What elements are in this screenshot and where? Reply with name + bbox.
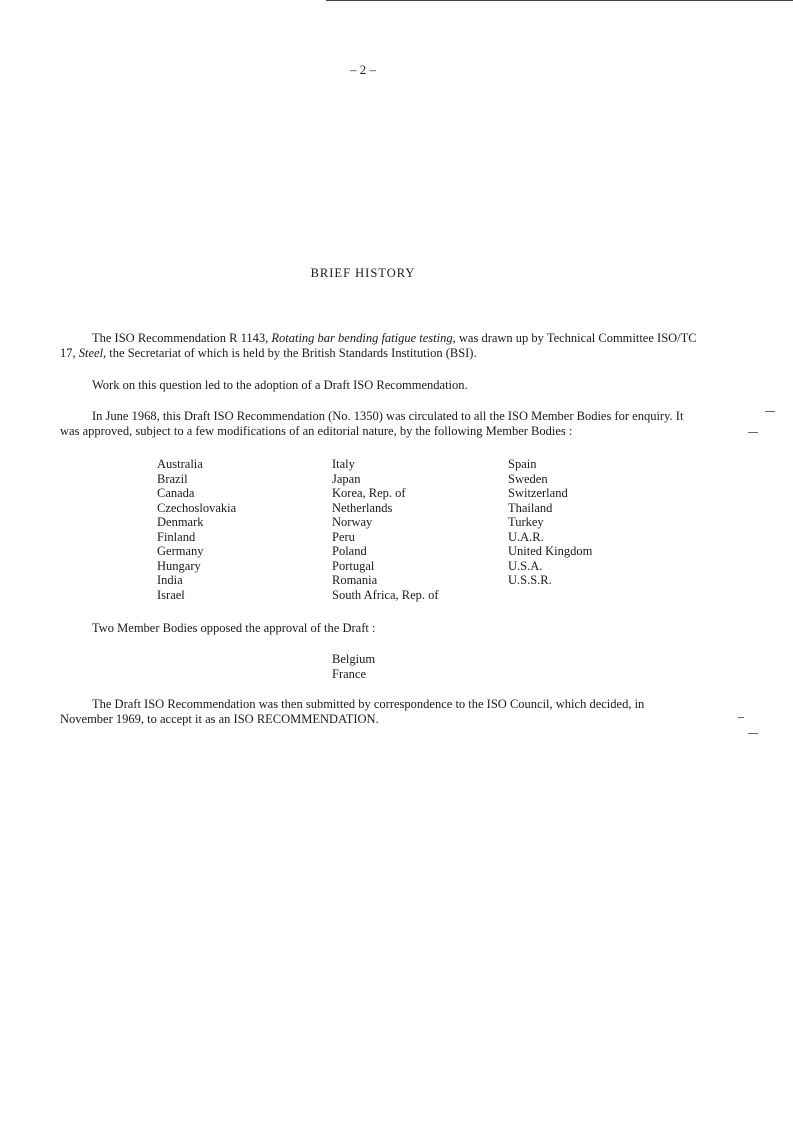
member-body: Czechoslovakia <box>157 500 237 515</box>
member-body: Poland <box>332 544 367 558</box>
opposing-member: France <box>332 666 367 681</box>
member-body: Australia <box>157 457 203 471</box>
member-body: Germany <box>157 544 204 558</box>
member-body: Denmark <box>157 515 204 529</box>
members-column-2 <box>332 457 439 602</box>
margin-mark <box>738 717 744 718</box>
members-column-3 <box>508 457 592 588</box>
member-body: Switzerland <box>508 486 568 500</box>
member-body: India <box>157 573 183 587</box>
member-body: Sweden <box>508 471 548 486</box>
member-body: Peru <box>332 529 355 544</box>
member-body: Spain <box>508 457 537 471</box>
work-text: Work on this question led to the adoption of a Draft ISO Recommendation. <box>92 378 468 392</box>
final-paragraph <box>60 697 700 727</box>
intro-text-middle: , was drawn up by Technical Committee ISO/TC 17, <box>60 331 697 360</box>
member-body: Norway <box>332 515 373 529</box>
section-heading: BRIEF HISTORY <box>310 266 416 280</box>
margin-mark <box>748 733 758 734</box>
margin-mark <box>748 432 758 433</box>
top-rule <box>326 0 793 1</box>
member-body: Finland <box>157 529 196 544</box>
margin-mark <box>765 411 775 412</box>
committee-name: Steel <box>78 346 104 360</box>
enquiry-paragraph <box>60 409 700 439</box>
recommendation-title: Rotating bar bending fatigue testing <box>271 331 453 345</box>
opposed-paragraph <box>60 621 700 636</box>
member-body: Thailand <box>508 500 553 515</box>
member-body: Netherlands <box>332 500 393 515</box>
member-body: Hungary <box>157 558 201 573</box>
member-body: United Kingdom <box>508 544 593 558</box>
intro-text-after: , the Secretariat of which is held by the British Standards Institution (BSI). <box>103 346 477 360</box>
member-body: U.S.S.R. <box>508 573 552 587</box>
member-body: Brazil <box>157 471 188 486</box>
work-paragraph <box>60 378 700 393</box>
intro-text-before: The ISO Recommendation R 1143, <box>92 331 272 345</box>
member-body: South Africa, Rep. of <box>332 587 439 602</box>
member-body: Romania <box>332 573 378 587</box>
member-body: Canada <box>157 486 195 500</box>
member-body: Israel <box>157 587 185 602</box>
member-body: Turkey <box>508 515 544 529</box>
member-body: Portugal <box>332 558 375 573</box>
final-text: The Draft ISO Recommendation was then submitted by correspondence to the ISO Council, which decided, in November 1969, to accept it as an ISO RECOMMENDATION. <box>60 697 645 726</box>
member-body: Japan <box>332 471 361 486</box>
member-body: Korea, Rep. of <box>332 486 406 500</box>
members-column-1 <box>157 457 236 602</box>
member-body: Italy <box>332 457 355 471</box>
page-number: – 2 – <box>350 62 376 77</box>
member-body: U.A.R. <box>508 529 544 544</box>
opposed-text: Two Member Bodies opposed the approval of the Draft : <box>92 621 376 635</box>
opposing-member: Belgium <box>332 652 376 666</box>
enquiry-text: In June 1968, this Draft ISO Recommendation (No. 1350) was circulated to all the ISO Member Bodies for enquiry. It was approved, subject to a few modifications of an editorial nature, by the following Member Bodies : <box>60 409 684 438</box>
member-body: U.S.A. <box>508 558 543 573</box>
opposing-members-list <box>332 652 375 681</box>
intro-paragraph <box>60 331 700 361</box>
